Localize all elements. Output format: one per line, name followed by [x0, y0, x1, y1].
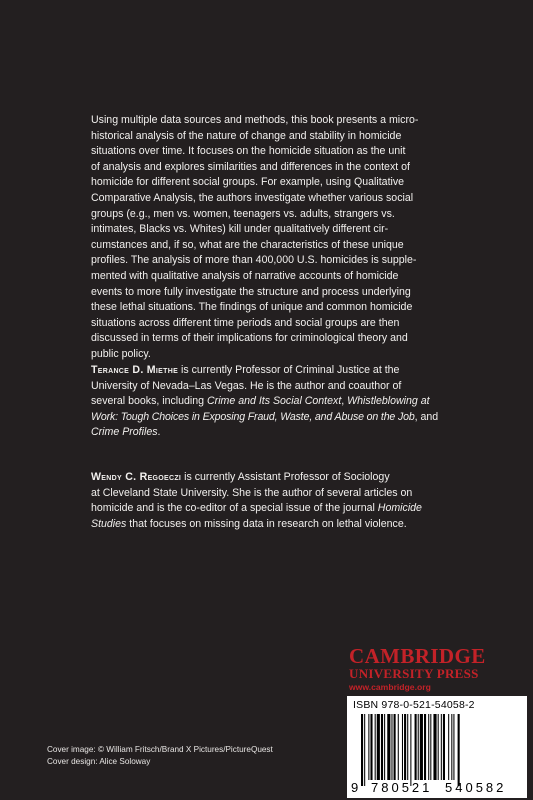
description-line: situations across different time periods and social groups are then — [91, 316, 400, 329]
description-line: mented with qualitative analysis of narrative accounts of homicide — [91, 269, 399, 282]
ean-first-digit: 9 — [351, 780, 359, 795]
description-line: these lethal situations. The findings of unique and common homicide — [91, 301, 413, 314]
cover-credits — [47, 744, 347, 768]
barcode-bar — [410, 714, 411, 786]
description-line: discussed in terms of their implications for criminological theory and — [91, 332, 408, 345]
barcode-bar — [391, 714, 392, 780]
author-bio-regoeczi — [91, 470, 511, 532]
author-bio-miethe — [91, 363, 511, 441]
description-line: cumstances and, if so, what are the characteristics of these unique — [91, 238, 404, 251]
bio-text: homicide and is the co-editor of a special issue of the journal — [91, 502, 378, 515]
ean-left-group: 780521 — [371, 780, 433, 795]
cover-design-credit: Cover design: Alice Soloway — [47, 757, 151, 766]
book-title: Crime Profiles — [91, 426, 158, 439]
description-line: Using multiple data sources and methods, this book presents a micro- — [91, 114, 419, 126]
author-name: Wendy C. Regoeczi — [91, 471, 182, 483]
barcode-bar — [458, 714, 460, 786]
barcode-bar — [443, 714, 445, 780]
bio-text: several books, including — [91, 395, 208, 408]
bio-text: is currently Assistant Professor of Sociology — [181, 471, 390, 483]
barcode-bar — [364, 714, 365, 786]
barcode-bar — [384, 714, 385, 780]
description-line: groups (e.g., men vs. women, teenagers vs. adults, strangers vs. — [91, 207, 395, 220]
bio-text: , and — [414, 410, 439, 423]
bio-text: is currently Professor of Criminal Justice at the — [178, 364, 400, 376]
barcode-bar — [370, 714, 372, 780]
barcode-bar — [381, 714, 383, 780]
bio-text: . — [157, 426, 161, 439]
description-line: historical analysis of the nature of change and stability in homicide — [91, 129, 402, 142]
bio-text: that focuses on missing data in research on lethal violence. — [126, 517, 407, 530]
bio-line — [91, 410, 511, 426]
bio-line — [91, 501, 511, 517]
barcode-bar — [361, 714, 363, 786]
barcode-bar — [368, 714, 369, 780]
barcode-bar — [424, 714, 426, 780]
barcode-bar — [415, 714, 417, 780]
barcode-bar — [451, 714, 452, 780]
barcode-bar — [377, 714, 380, 780]
publisher-name: CAMBRIDGE — [349, 644, 486, 668]
barcode-bar — [398, 714, 399, 780]
description-line: of analysis and explores similarities and differences in the context of — [91, 160, 410, 173]
publisher-subtitle: UNIVERSITY PRESS — [349, 666, 479, 681]
barcode-bar — [404, 714, 406, 780]
description-line: profiles. The analysis of more than 400,000 U.S. homicides is supple- — [91, 254, 417, 267]
bio-line: at Cleveland State University. She is the author of several articles on — [91, 486, 413, 499]
book-title: Crime and Its Social Context — [207, 395, 342, 408]
barcode-bar — [428, 714, 429, 780]
barcode-bar — [418, 714, 419, 780]
barcode-bar — [438, 714, 439, 780]
bio-line — [91, 425, 511, 441]
ean-right-group: 540582 — [445, 780, 507, 795]
barcode-bar — [453, 714, 454, 780]
description-line: situations over time. It focuses on the homicide situation as the unit — [91, 145, 406, 158]
description-line: homicide for different social groups. For example, using Qualitative — [91, 176, 405, 189]
barcode-bar — [441, 714, 442, 780]
description-line: Comparative Analysis, the authors investigate whether various social — [91, 191, 414, 204]
barcode-bar — [420, 714, 423, 780]
barcode-bar — [387, 714, 390, 780]
barcode-bar — [407, 714, 408, 780]
description-line: public policy. — [91, 347, 151, 360]
cover-image-credit: Cover image: © William Fritsch/Brand X Pictures/PictureQuest — [47, 745, 273, 754]
book-title: Work: Tough Choices in Exposing Fraud, Waste, and Abuse on the Job — [91, 410, 415, 423]
bio-line — [91, 517, 511, 533]
bio-line — [91, 394, 511, 410]
bio-line — [91, 470, 511, 486]
isbn-label: ISBN 978-0-521-54058-2 — [353, 699, 475, 711]
author-name: Terance D. Miethe — [91, 364, 179, 376]
book-description — [91, 113, 511, 363]
bio-text: , — [341, 395, 348, 408]
barcode-bar — [402, 714, 403, 780]
journal-title: Homicide — [377, 502, 422, 515]
description-line: intimates, Blacks vs. Whites) kill under qualitatively different cir- — [91, 223, 389, 236]
description-line: events to more fully investigate the structure and process underlying — [91, 285, 411, 298]
barcode-panel — [347, 696, 527, 798]
barcode-bar — [394, 714, 396, 780]
bio-line — [91, 363, 511, 379]
publisher-url: www.cambridge.org — [349, 682, 431, 692]
barcode-bar — [448, 714, 449, 780]
book-title: Whistleblowing at — [347, 395, 430, 408]
bio-line: University of Nevada–Las Vegas. He is the author and coauthor of — [91, 379, 402, 392]
barcode-bar — [433, 714, 436, 780]
journal-title: Studies — [91, 517, 127, 530]
barcode-bar — [375, 714, 376, 780]
barcode-bar — [430, 714, 431, 780]
barcode-icon — [361, 714, 513, 786]
publisher-logo — [349, 646, 529, 693]
